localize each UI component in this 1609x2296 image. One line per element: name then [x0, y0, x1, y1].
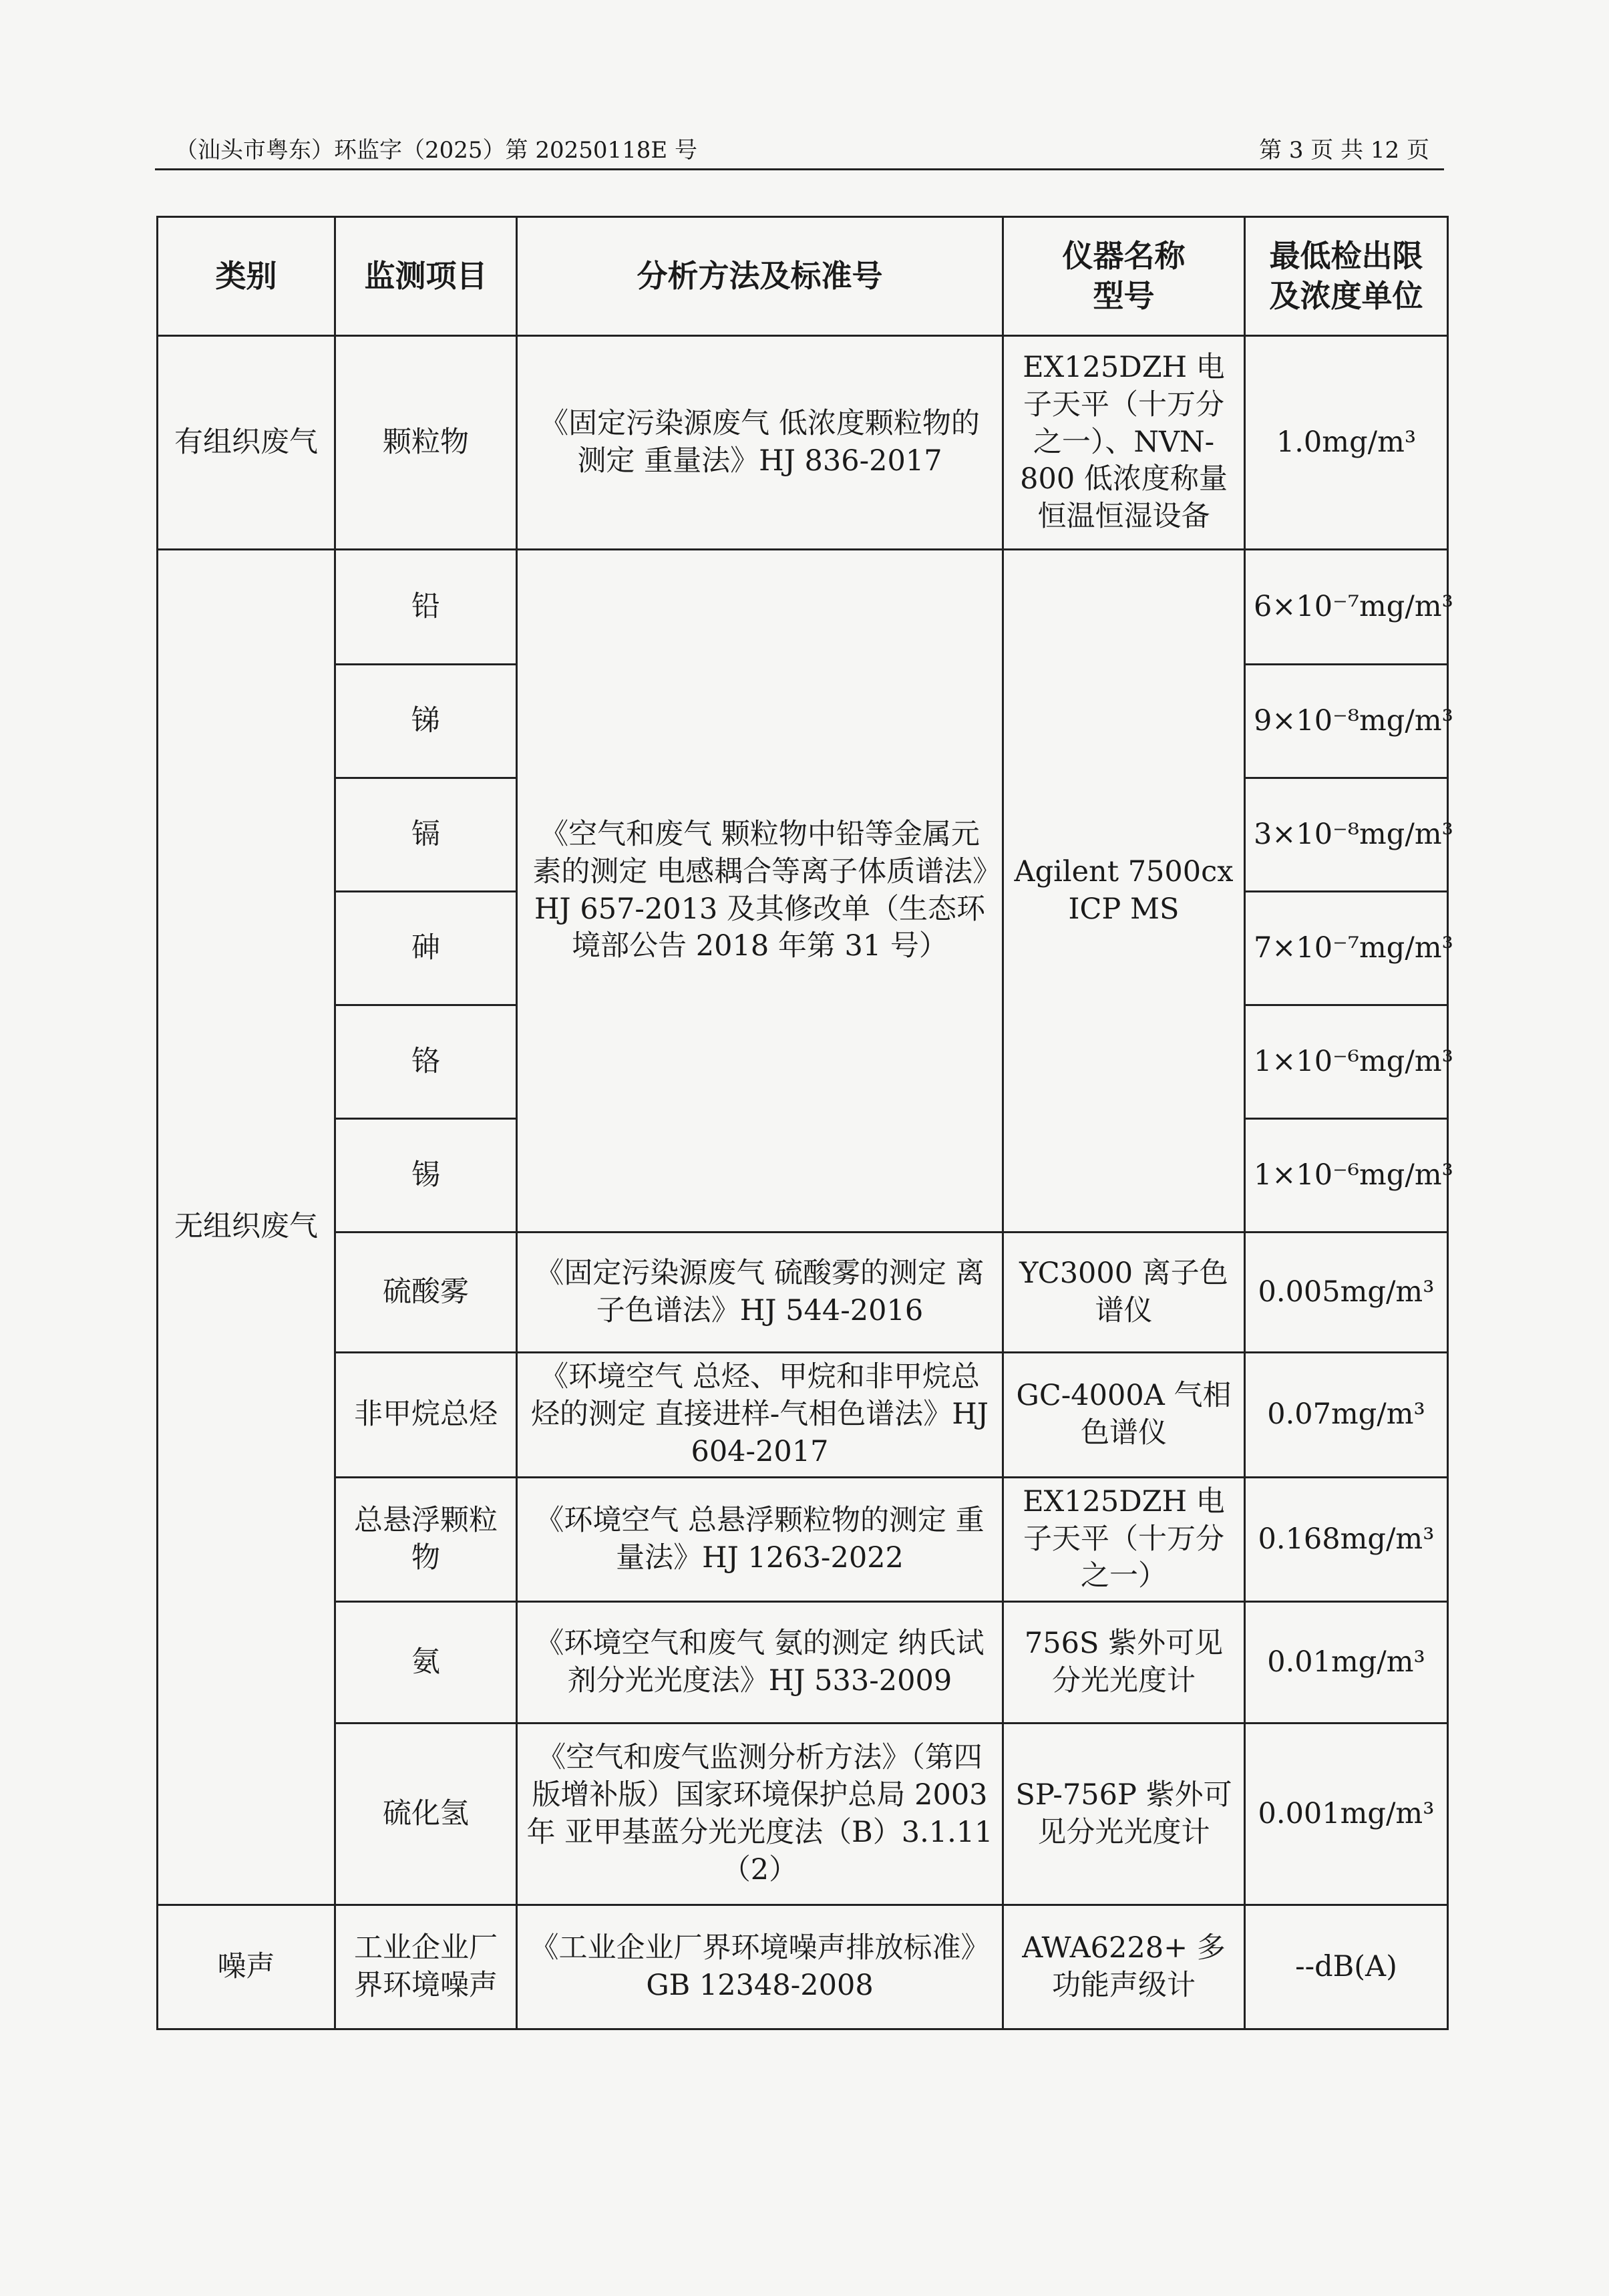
item-cell: 锑 — [335, 665, 517, 778]
header-limit: 最低检出限 及浓度单位 — [1245, 217, 1448, 336]
monitoring-methods-table — [156, 216, 1453, 2030]
item-cell: 锡 — [335, 1119, 517, 1233]
limit-cell: 1.0mg/m³ — [1245, 336, 1448, 550]
instrument-cell: EX125DZH 电子天平（十万分之一） — [1003, 1477, 1245, 1602]
item-cell: 非甲烷总烃 — [335, 1353, 517, 1478]
table-row — [158, 1905, 1448, 2029]
item-cell: 硫酸雾 — [335, 1233, 517, 1353]
instrument-cell: 756S 紫外可见分光光度计 — [1003, 1602, 1245, 1724]
limit-cell: 0.07mg/m³ — [1245, 1353, 1448, 1478]
table-row — [158, 1353, 1448, 1478]
instrument-cell: GC-4000A 气相色谱仪 — [1003, 1353, 1245, 1478]
table-row — [158, 1477, 1448, 1602]
item-cell: 工业企业厂界环境噪声 — [335, 1905, 517, 2029]
instrument-cell: YC3000 离子色谱仪 — [1003, 1233, 1245, 1353]
limit-cell: 7×10⁻⁷mg/m³ — [1245, 892, 1448, 1005]
limit-cell: 0.01mg/m³ — [1245, 1602, 1448, 1724]
limit-cell: 9×10⁻⁸mg/m³ — [1245, 665, 1448, 778]
method-cell: 《固定污染源废气 低浓度颗粒物的测定 重量法》HJ 836-2017 — [517, 336, 1003, 550]
page-number: 第 3 页 共 12 页 — [1259, 137, 1429, 164]
table-row — [158, 1602, 1448, 1724]
method-cell: 《环境空气 总悬浮颗粒物的测定 重量法》HJ 1263-2022 — [517, 1477, 1003, 1602]
category-cell: 有组织废气 — [158, 336, 335, 550]
method-cell: 《固定污染源废气 硫酸雾的测定 离子色谱法》HJ 544-2016 — [517, 1233, 1003, 1353]
limit-cell: 0.005mg/m³ — [1245, 1233, 1448, 1353]
item-cell: 砷 — [335, 892, 517, 1005]
item-cell: 硫化氢 — [335, 1724, 517, 1905]
limit-cell: 1×10⁻⁶mg/m³ — [1245, 1119, 1448, 1233]
method-cell: 《环境空气和废气 氨的测定 纳氏试剂分光光度法》HJ 533-2009 — [517, 1602, 1003, 1724]
limit-cell: 0.168mg/m³ — [1245, 1477, 1448, 1602]
header-instrument: 仪器名称 型号 — [1003, 217, 1245, 336]
item-cell: 氨 — [335, 1602, 517, 1724]
table-header-row — [158, 217, 1448, 336]
table-row — [158, 550, 1448, 665]
report-reference: （汕头市粤东）环监字（2025）第 20250118E 号 — [175, 137, 698, 164]
header-category: 类别 — [158, 217, 335, 336]
limit-cell: --dB(A) — [1245, 1905, 1448, 2029]
header-item: 监测项目 — [335, 217, 517, 336]
table-row — [158, 336, 1448, 550]
category-cell: 无组织废气 — [158, 550, 335, 1905]
instrument-cell: SP-756P 紫外可见分光光度计 — [1003, 1724, 1245, 1905]
table-row — [158, 1233, 1448, 1353]
limit-cell: 1×10⁻⁶mg/m³ — [1245, 1005, 1448, 1119]
item-cell: 镉 — [335, 778, 517, 892]
item-cell: 铅 — [335, 550, 517, 665]
instrument-cell: Agilent 7500cx ICP MS — [1003, 550, 1245, 1233]
method-cell: 《空气和废气监测分析方法》（第四版增补版）国家环境保护总局 2003 年 亚甲基蓝分光光度法（B）3.1.11（2） — [517, 1724, 1003, 1905]
limit-cell: 6×10⁻⁷mg/m³ — [1245, 550, 1448, 665]
item-cell: 颗粒物 — [335, 336, 517, 550]
method-cell: 《空气和废气 颗粒物中铅等金属元素的测定 电感耦合等离子体质谱法》HJ 657-2013 及其修改单（生态环境部公告 2018 年第 31 号） — [517, 550, 1003, 1233]
method-cell: 《工业企业厂界环境噪声排放标准》GB 12348-2008 — [517, 1905, 1003, 2029]
header-method: 分析方法及标准号 — [517, 217, 1003, 336]
item-cell: 铬 — [335, 1005, 517, 1119]
instrument-cell: EX125DZH 电子天平（十万分之一）、NVN-800 低浓度称量恒温恒湿设备 — [1003, 336, 1245, 550]
page-header — [155, 134, 1444, 170]
item-cell: 总悬浮颗粒物 — [335, 1477, 517, 1602]
instrument-cell: AWA6228+ 多功能声级计 — [1003, 1905, 1245, 2029]
method-cell: 《环境空气 总烃、甲烷和非甲烷总烃的测定 直接进样-气相色谱法》HJ 604-2017 — [517, 1353, 1003, 1478]
limit-cell: 3×10⁻⁸mg/m³ — [1245, 778, 1448, 892]
table-row — [158, 1724, 1448, 1905]
limit-cell: 0.001mg/m³ — [1245, 1724, 1448, 1905]
category-cell: 噪声 — [158, 1905, 335, 2029]
